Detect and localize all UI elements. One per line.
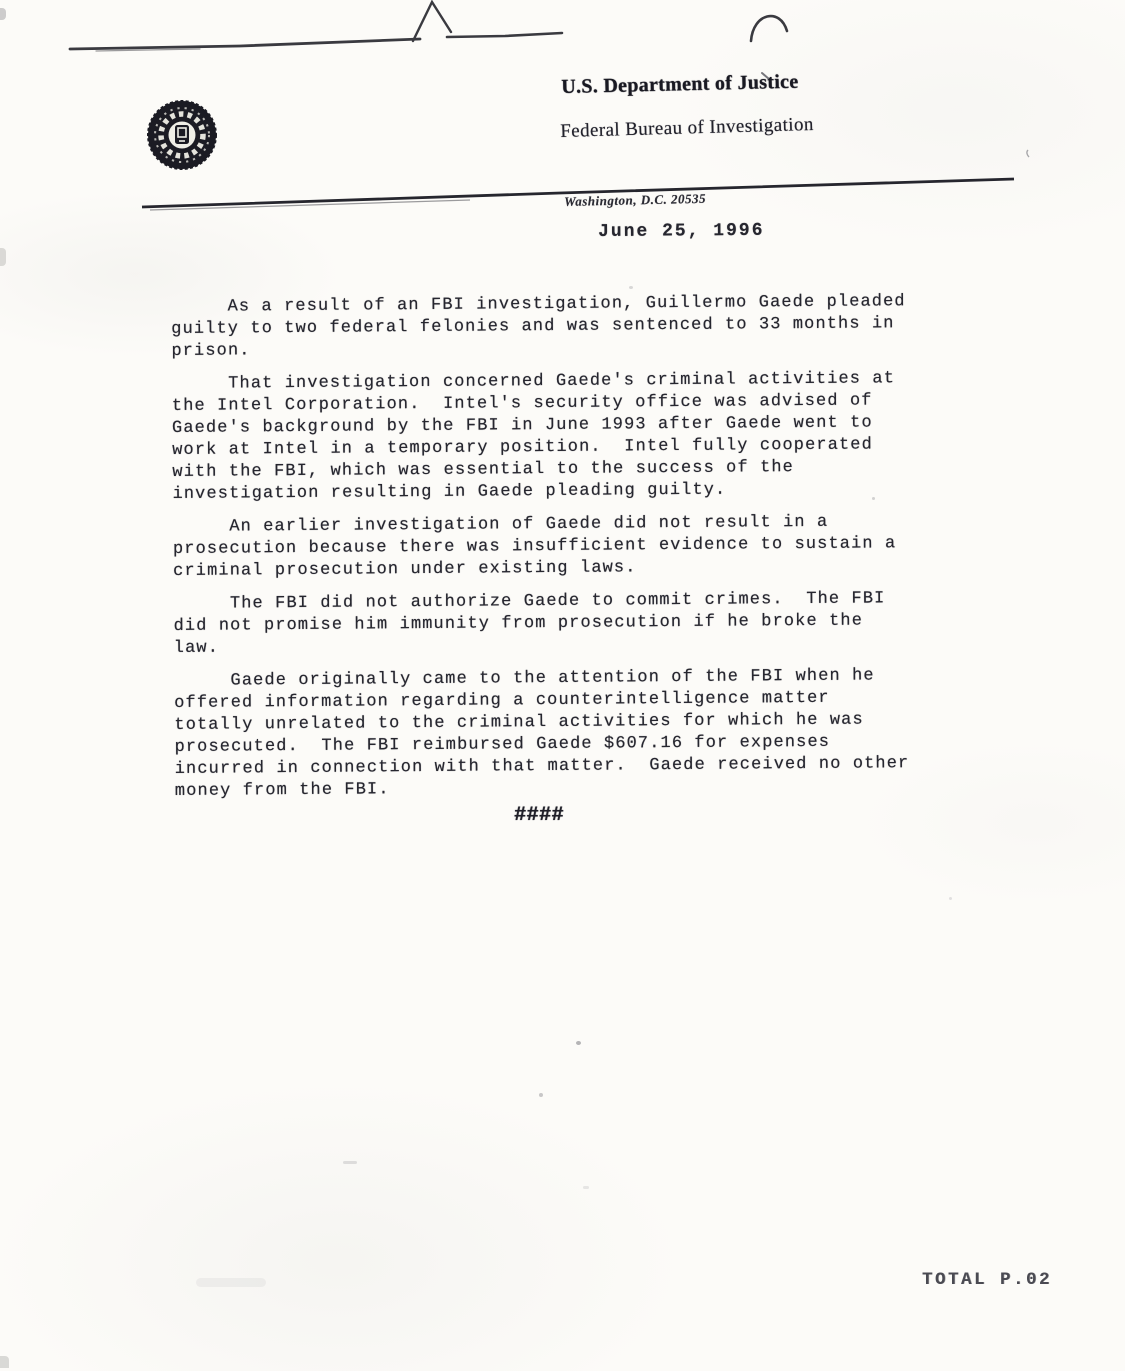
scan-speck (872, 497, 875, 500)
scan-speck (539, 1093, 543, 1097)
paragraph: The FBI did not authorize Gaede to commit crimes. The FBI did not promise him immunity from prosecution if he broke the law. (173, 589, 886, 658)
edge-smudge (0, 8, 6, 20)
scan-smear (196, 1278, 266, 1287)
scan-speck (949, 897, 952, 900)
paragraph: As a result of an FBI investigation, Guillermo Gaede pleaded guilty to two federal felonies and was sentenced to 33 months in prison. (171, 292, 906, 361)
paragraph: Gaede originally came to the attention of the FBI when he offered information regarding a counterintelligence matter totally unrelated to the criminal activities for which he was prosecuted. The FBI reimbursed Gaede $607.16 for expenses incurred in connection with that matter. Gaede received no other money from the FBI. (173, 666, 910, 801)
bureau-title: Federal Bureau of Investigation (560, 113, 815, 142)
paragraph: An earlier investigation of Gaede did not result in a prosecution because there was insufficient evidence to sustain a criminal prosecution under existing laws. (172, 512, 897, 581)
paragraph: That investigation concerned Gaede's criminal activities at the Intel Corporation. Intel's security office was advised of Gaede's background by the FBI in June 1993 after Gaede went to work at Intel in a temporary position. Intel fully cooperated with the FBI, which was essential to the success of the investigation resulting in Gaede pleading guilty. (171, 369, 896, 504)
ink-speck (1027, 150, 1029, 157)
scan-speck (583, 1186, 589, 1189)
top-scan-line (70, 33, 562, 51)
agency-title: U.S. Department of Justice (561, 70, 799, 98)
date-line: June 25, 1996 (598, 220, 765, 242)
curve-artifact (751, 16, 787, 41)
end-marker: #### (514, 804, 565, 827)
scan-speck (343, 1161, 357, 1164)
edge-smudge (0, 1356, 9, 1368)
caret-artifact (413, 2, 451, 41)
scan-speck (629, 286, 633, 289)
scan-speck (576, 1041, 581, 1045)
fbi-seal-icon (148, 101, 216, 169)
edge-smudge (0, 248, 6, 266)
letter-body (171, 291, 975, 814)
fax-page-indicator: TOTAL P.02 (922, 1270, 1053, 1290)
location-line: Washington, D.C. 20535 (564, 190, 707, 209)
